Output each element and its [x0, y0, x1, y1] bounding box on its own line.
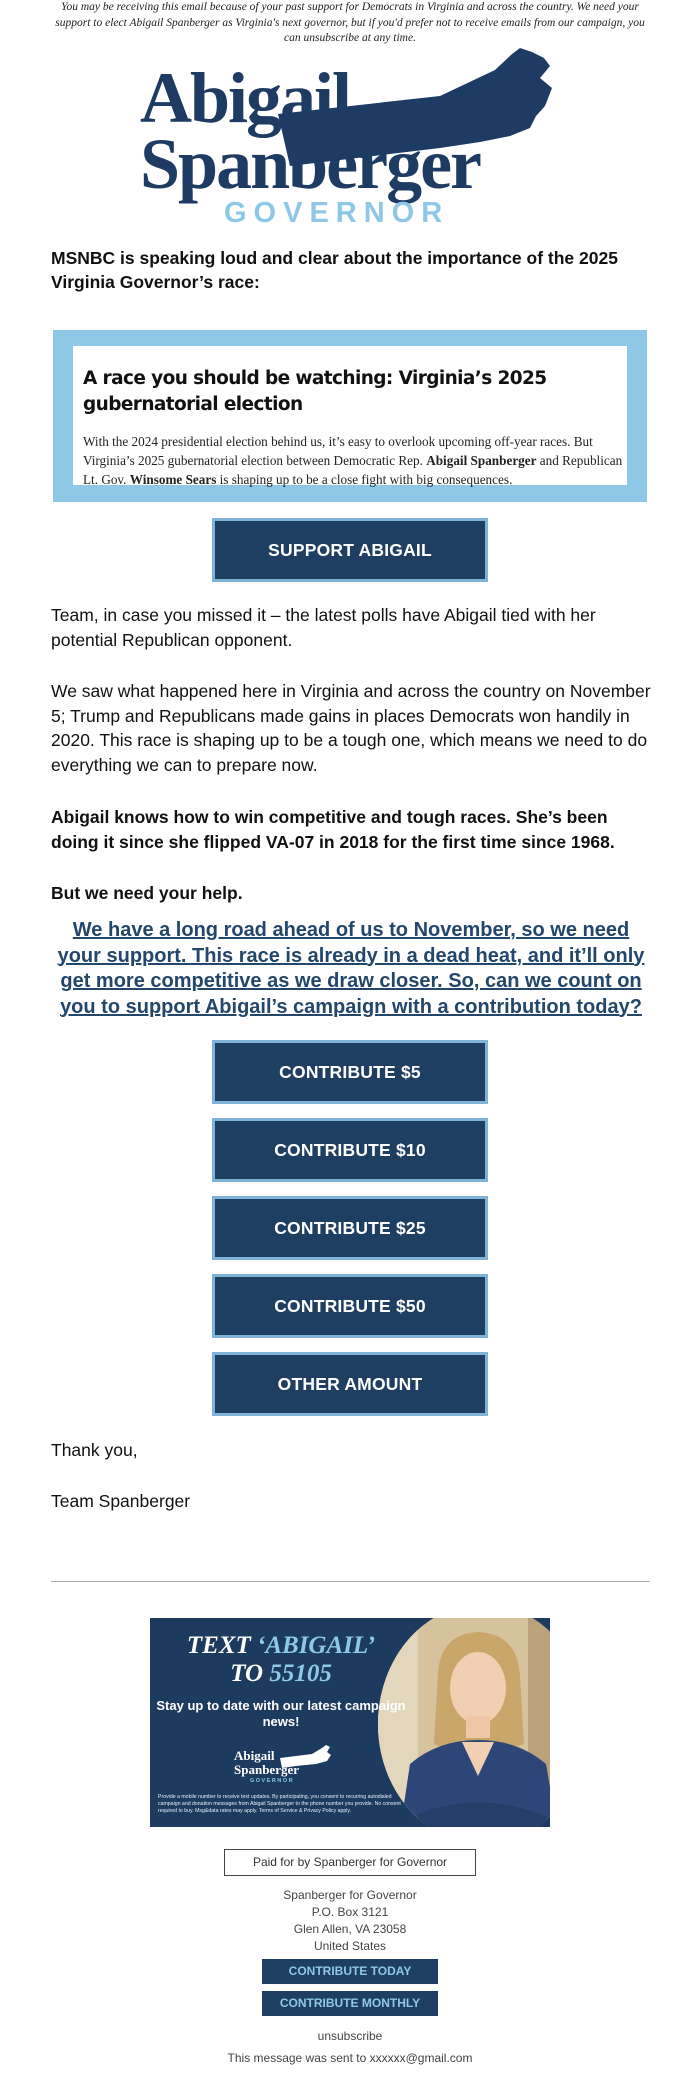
contribute-25-button[interactable]: CONTRIBUTE $25	[212, 1196, 488, 1260]
footer-country: United States	[313, 1939, 387, 1953]
excerpt-name-spanberger: Abigail Spanberger	[426, 453, 537, 468]
msnbc-article-card[interactable]	[53, 330, 647, 502]
paragraph-help: But we need your help.	[51, 883, 243, 903]
footer-po-box: P.O. Box 3121	[311, 1905, 389, 1919]
unsubscribe-link[interactable]: unsubscribe	[317, 2029, 383, 2043]
campaign-logo	[140, 44, 560, 226]
contribute-today-button[interactable]: CONTRIBUTE TODAY	[262, 1959, 438, 1984]
article-card-inner	[73, 346, 627, 485]
sms-headline-line-2	[150, 1660, 412, 1688]
sms-keyword: ‘ABIGAIL’	[257, 1632, 376, 1659]
sms-text-word: TEXT	[186, 1632, 258, 1659]
sms-headline-line-1	[150, 1632, 412, 1660]
sms-logo-last: Spanberger	[234, 1762, 299, 1777]
sent-to-line	[150, 2050, 550, 2066]
sms-campaign-logo	[226, 1744, 336, 1788]
logo-last-name: Spanberger	[140, 124, 480, 204]
contribute-10-button[interactable]: CONTRIBUTE $10	[212, 1118, 488, 1182]
email-disclaimer: You may be receiving this email because of your past support for Democrats in Virginia and across the country. We need your support to elect Abigail Spanberger as Virginia's next governor, but if you'd prefer not to receive emails from our campaign, you can unsubscribe at any time.	[55, 1, 645, 44]
recipient-email: xxxxxx@gmail.com	[369, 2051, 473, 2065]
signoff-team: Team Spanberger	[51, 1491, 191, 1511]
contribute-50-button[interactable]: CONTRIBUTE $50	[212, 1274, 488, 1338]
text-signup-banner[interactable]	[150, 1618, 550, 1827]
signoff-thanks: Thank you,	[51, 1440, 138, 1460]
footer-org: Spanberger for Governor	[283, 1888, 417, 1902]
donation-appeal-link[interactable]: We have a long road ahead of us to November, so we need your support. This race is already in a dead heat, and it’ll only get more competitive as we draw closer. So, can we count on you to support Abigail’s campaign with a contribution today?	[57, 919, 645, 1018]
support-abigail-button[interactable]: SUPPORT ABIGAIL	[212, 518, 488, 582]
divider	[51, 1581, 650, 1582]
contribute-5-button[interactable]: CONTRIBUTE $5	[212, 1040, 488, 1104]
contribute-monthly-button[interactable]: CONTRIBUTE MONTHLY	[262, 1991, 438, 2016]
footer-city: Glen Allen, VA 23058	[293, 1922, 407, 1936]
logo-first-name: Abigail	[140, 58, 351, 138]
article-excerpt	[83, 432, 623, 489]
sms-fine-print: Provide a mobile number to receive text updates. By participating, you consent to recurring autodialed campaign and donation messages from Abigail Spanberger to the phone number you provide. No consent required to buy. Msg&data rates may apply. Terms of Service & Privacy Policy apply.	[158, 1794, 401, 1814]
paragraph-competitive: Abigail knows how to win competitive and tough races. She’s been doing it since she flipped VA-07 in 2018 for the first time since 1968.	[51, 807, 615, 852]
sms-logo-first: Abigail	[234, 1748, 275, 1763]
excerpt-name-sears: Winsome Sears	[129, 472, 217, 487]
logo-office: GOVERNOR	[224, 197, 450, 226]
article-title: A race you should be watching: Virginia’s 2025 gubernatorial election	[83, 368, 547, 415]
sms-to-word: TO	[230, 1660, 270, 1687]
paragraph-polls: Team, in case you missed it – the latest polls have Abigail tied with her potential Republican opponent.	[51, 605, 596, 650]
excerpt-part-2: and Republican Lt. Gov.	[83, 453, 623, 487]
excerpt-part-3: is shaping up to be a close fight with big consequences.	[216, 472, 513, 487]
sms-short-code: 55105	[269, 1660, 332, 1687]
paragraph-november: We saw what happened here in Virginia and across the country on November 5; Trump and Republicans made gains in places Democrats won handily in 2020. This race is shaping up to be a tough one, which means we need to do everything we can to prepare now.	[51, 681, 651, 775]
sms-headline	[150, 1632, 412, 1688]
sms-logo-office: GOVERNOR	[250, 1778, 295, 1784]
excerpt-part-1: With the 2024 presidential election behind us, it’s easy to overlook upcoming off-year races. But Virginia’s 2025 gubernatorial election between Democratic Rep.	[83, 434, 593, 468]
other-amount-button[interactable]: OTHER AMOUNT	[212, 1352, 488, 1416]
sms-subtitle: Stay up to date with our latest campaign news!	[156, 1698, 406, 1729]
paid-for-box: Paid for by Spanberger for Governor	[224, 1849, 476, 1876]
lead-text: MSNBC is speaking loud and clear about the importance of the 2025 Virginia Governor’s race:	[51, 248, 618, 292]
sent-to-prefix: This message was sent to	[227, 2051, 370, 2065]
sms-left-panel	[150, 1618, 412, 1827]
